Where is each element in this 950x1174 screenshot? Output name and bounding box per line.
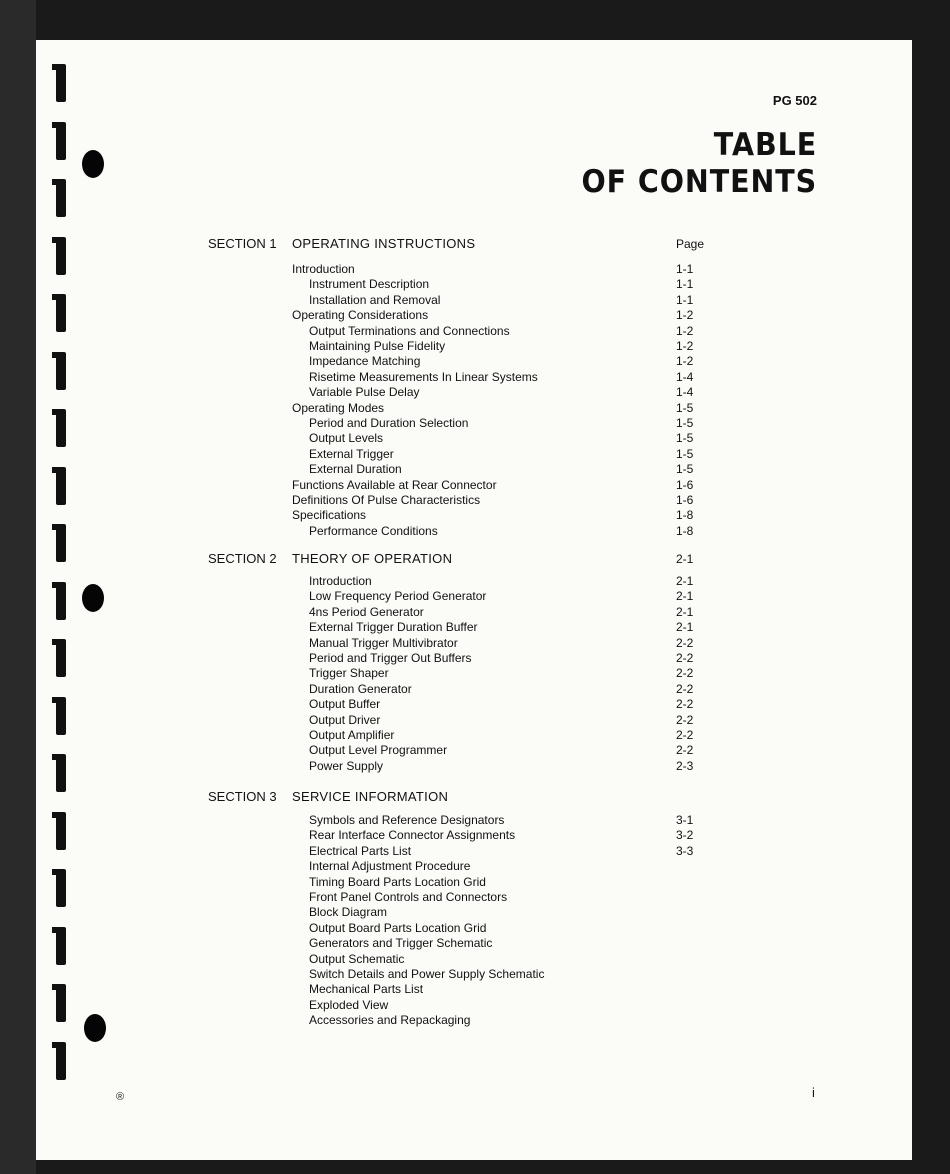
- punch-hole: [82, 150, 104, 178]
- toc-entry-page: 1-5: [676, 416, 694, 430]
- toc-entry: External Duration: [309, 462, 402, 476]
- toc-entry-page: 2-2: [676, 697, 694, 711]
- binding-ring: [56, 697, 66, 735]
- toc-entry: Output Board Parts Location Grid: [309, 921, 487, 935]
- toc-entry: 4ns Period Generator: [309, 605, 424, 619]
- binding-ring: [56, 179, 66, 217]
- binding-ring: [56, 64, 66, 102]
- toc-entry: Duration Generator: [309, 682, 412, 696]
- toc-entry-page: 1-2: [676, 308, 694, 322]
- toc-entry-page: 2-1: [676, 620, 694, 634]
- toc-entry-page: 2-2: [676, 728, 694, 742]
- binding-ring: [56, 122, 66, 160]
- toc-entry: Functions Available at Rear Connector: [292, 478, 497, 492]
- toc-entry: Output Terminations and Connections: [309, 324, 510, 338]
- binding-ring: [56, 237, 66, 275]
- toc-entry-page: 2-3: [676, 759, 694, 773]
- toc-entry: Internal Adjustment Procedure: [309, 859, 471, 873]
- toc-entry: Definitions Of Pulse Characteristics: [292, 493, 481, 507]
- section-title: OPERATING INSTRUCTIONS: [292, 236, 476, 251]
- punch-hole: [84, 1014, 106, 1042]
- toc-entry-page: 1-2: [676, 354, 694, 368]
- toc-entry: Trigger Shaper: [309, 666, 389, 680]
- toc-entry-page: 1-6: [676, 478, 694, 492]
- toc-entry-page: 2-2: [676, 651, 694, 665]
- page-column-header: Page: [676, 237, 705, 251]
- toc-entry-page: 2-1: [676, 589, 694, 603]
- toc-entry: Output Driver: [309, 713, 381, 727]
- toc-entry-page: 2-2: [676, 636, 694, 650]
- toc-entry: Operating Considerations: [292, 308, 429, 322]
- toc-entry-page: 1-5: [676, 447, 694, 461]
- model-header: PG 502: [772, 93, 817, 108]
- toc-entry-page: 1-8: [676, 508, 694, 522]
- toc-entry-page: 3-1: [676, 813, 694, 827]
- toc-entry-page: 2-1: [676, 574, 694, 588]
- toc-entry-page: 2-2: [676, 666, 694, 680]
- section-label: SECTION 1: [208, 236, 277, 251]
- toc-entry: Output Level Programmer: [309, 743, 448, 757]
- toc-entry: Period and Trigger Out Buffers: [309, 651, 472, 665]
- toc-entry: Electrical Parts List: [309, 844, 412, 858]
- toc-entry: Maintaining Pulse Fidelity: [309, 339, 446, 353]
- toc-entry: Accessories and Repackaging: [309, 1013, 471, 1027]
- toc-entry: Variable Pulse Delay: [309, 385, 420, 399]
- binding-ring: [56, 812, 66, 850]
- toc-entry: Output Levels: [309, 431, 384, 445]
- binding-ring: [56, 984, 66, 1022]
- page-number: i: [812, 1085, 815, 1100]
- section-title: SERVICE INFORMATION: [292, 789, 449, 804]
- toc-entry: Output Amplifier: [309, 728, 395, 742]
- toc-entry: Generators and Trigger Schematic: [309, 936, 493, 950]
- punch-hole: [82, 584, 104, 612]
- toc-entry-page: 1-8: [676, 524, 694, 538]
- toc-entry-page: 2-1: [676, 605, 694, 619]
- binding-ring: [56, 754, 66, 792]
- toc-entry: Front Panel Controls and Connectors: [309, 890, 508, 904]
- toc-entry-page: 1-1: [676, 293, 694, 307]
- toc-entry: Risetime Measurements In Linear Systems: [309, 370, 538, 384]
- binding-ring: [56, 869, 66, 907]
- section-title: THEORY OF OPERATION: [292, 551, 453, 566]
- toc-entry-page: 1-1: [676, 262, 694, 276]
- toc-entry: Rear Interface Connector Assignments: [309, 828, 516, 842]
- toc-entry: Switch Details and Power Supply Schematic: [309, 967, 545, 981]
- toc-entry: Low Frequency Period Generator: [309, 589, 487, 603]
- toc-entry: Introduction: [292, 262, 355, 276]
- section-label: SECTION 2: [208, 551, 277, 566]
- toc-entry-page: 1-1: [676, 277, 694, 291]
- toc-entry: Output Schematic: [309, 952, 405, 966]
- title-line-2: OF CONTENTS: [581, 164, 817, 200]
- binding-ring: [56, 927, 66, 965]
- toc-entry: Output Buffer: [309, 697, 381, 711]
- toc-entry-page: 2-2: [676, 743, 694, 757]
- toc-entry: External Trigger Duration Buffer: [309, 620, 478, 634]
- toc-entry: Installation and Removal: [309, 293, 441, 307]
- toc-entry-page: 1-5: [676, 401, 694, 415]
- toc-entry-page: 1-2: [676, 324, 694, 338]
- toc-entry-page: 2-2: [676, 713, 694, 727]
- binding-ring: [56, 1042, 66, 1080]
- toc-entry: Manual Trigger Multivibrator: [309, 636, 458, 650]
- toc-entry: Mechanical Parts List: [309, 982, 424, 996]
- toc-entry: Symbols and Reference Designators: [309, 813, 505, 827]
- binding-ring: [56, 639, 66, 677]
- binding-ring: [56, 467, 66, 505]
- section-label: SECTION 3: [208, 789, 277, 804]
- toc-entry-page: 1-4: [676, 385, 694, 399]
- toc-entry-page: 3-2: [676, 828, 694, 842]
- toc-entry: Timing Board Parts Location Grid: [309, 875, 486, 889]
- binding-ring: [56, 582, 66, 620]
- binding-ring: [56, 352, 66, 390]
- toc-entry: Specifications: [292, 508, 367, 522]
- toc-entry-page: 1-5: [676, 462, 694, 476]
- toc-entry-page: 1-6: [676, 493, 694, 507]
- toc-entry-page: 2-2: [676, 682, 694, 696]
- toc-entry: External Trigger: [309, 447, 394, 461]
- binding-strip: [0, 0, 36, 1174]
- toc-entry: Block Diagram: [309, 905, 388, 919]
- document-page: [36, 40, 912, 1160]
- toc-entry: Instrument Description: [309, 277, 430, 291]
- toc-entry: Introduction: [309, 574, 372, 588]
- binding-ring: [56, 294, 66, 332]
- toc-entry: Operating Modes: [292, 401, 385, 415]
- toc-entry: Impedance Matching: [309, 354, 421, 368]
- toc-entry-page: 1-5: [676, 431, 694, 445]
- toc-entry: Power Supply: [309, 759, 384, 773]
- toc-entry-page: 1-4: [676, 370, 694, 384]
- toc-entry: Performance Conditions: [309, 524, 438, 538]
- binding-ring: [56, 524, 66, 562]
- section-page-number: 2-1: [676, 552, 694, 566]
- page-title: [581, 127, 817, 201]
- toc-entry: Exploded View: [309, 998, 389, 1012]
- footer-mark: ®: [116, 1091, 125, 1103]
- title-line-1: TABLE: [713, 127, 817, 163]
- toc-entry-page: 3-3: [676, 844, 694, 858]
- binding-ring: [56, 409, 66, 447]
- toc-entry-page: 1-2: [676, 339, 694, 353]
- toc-entry: Period and Duration Selection: [309, 416, 469, 430]
